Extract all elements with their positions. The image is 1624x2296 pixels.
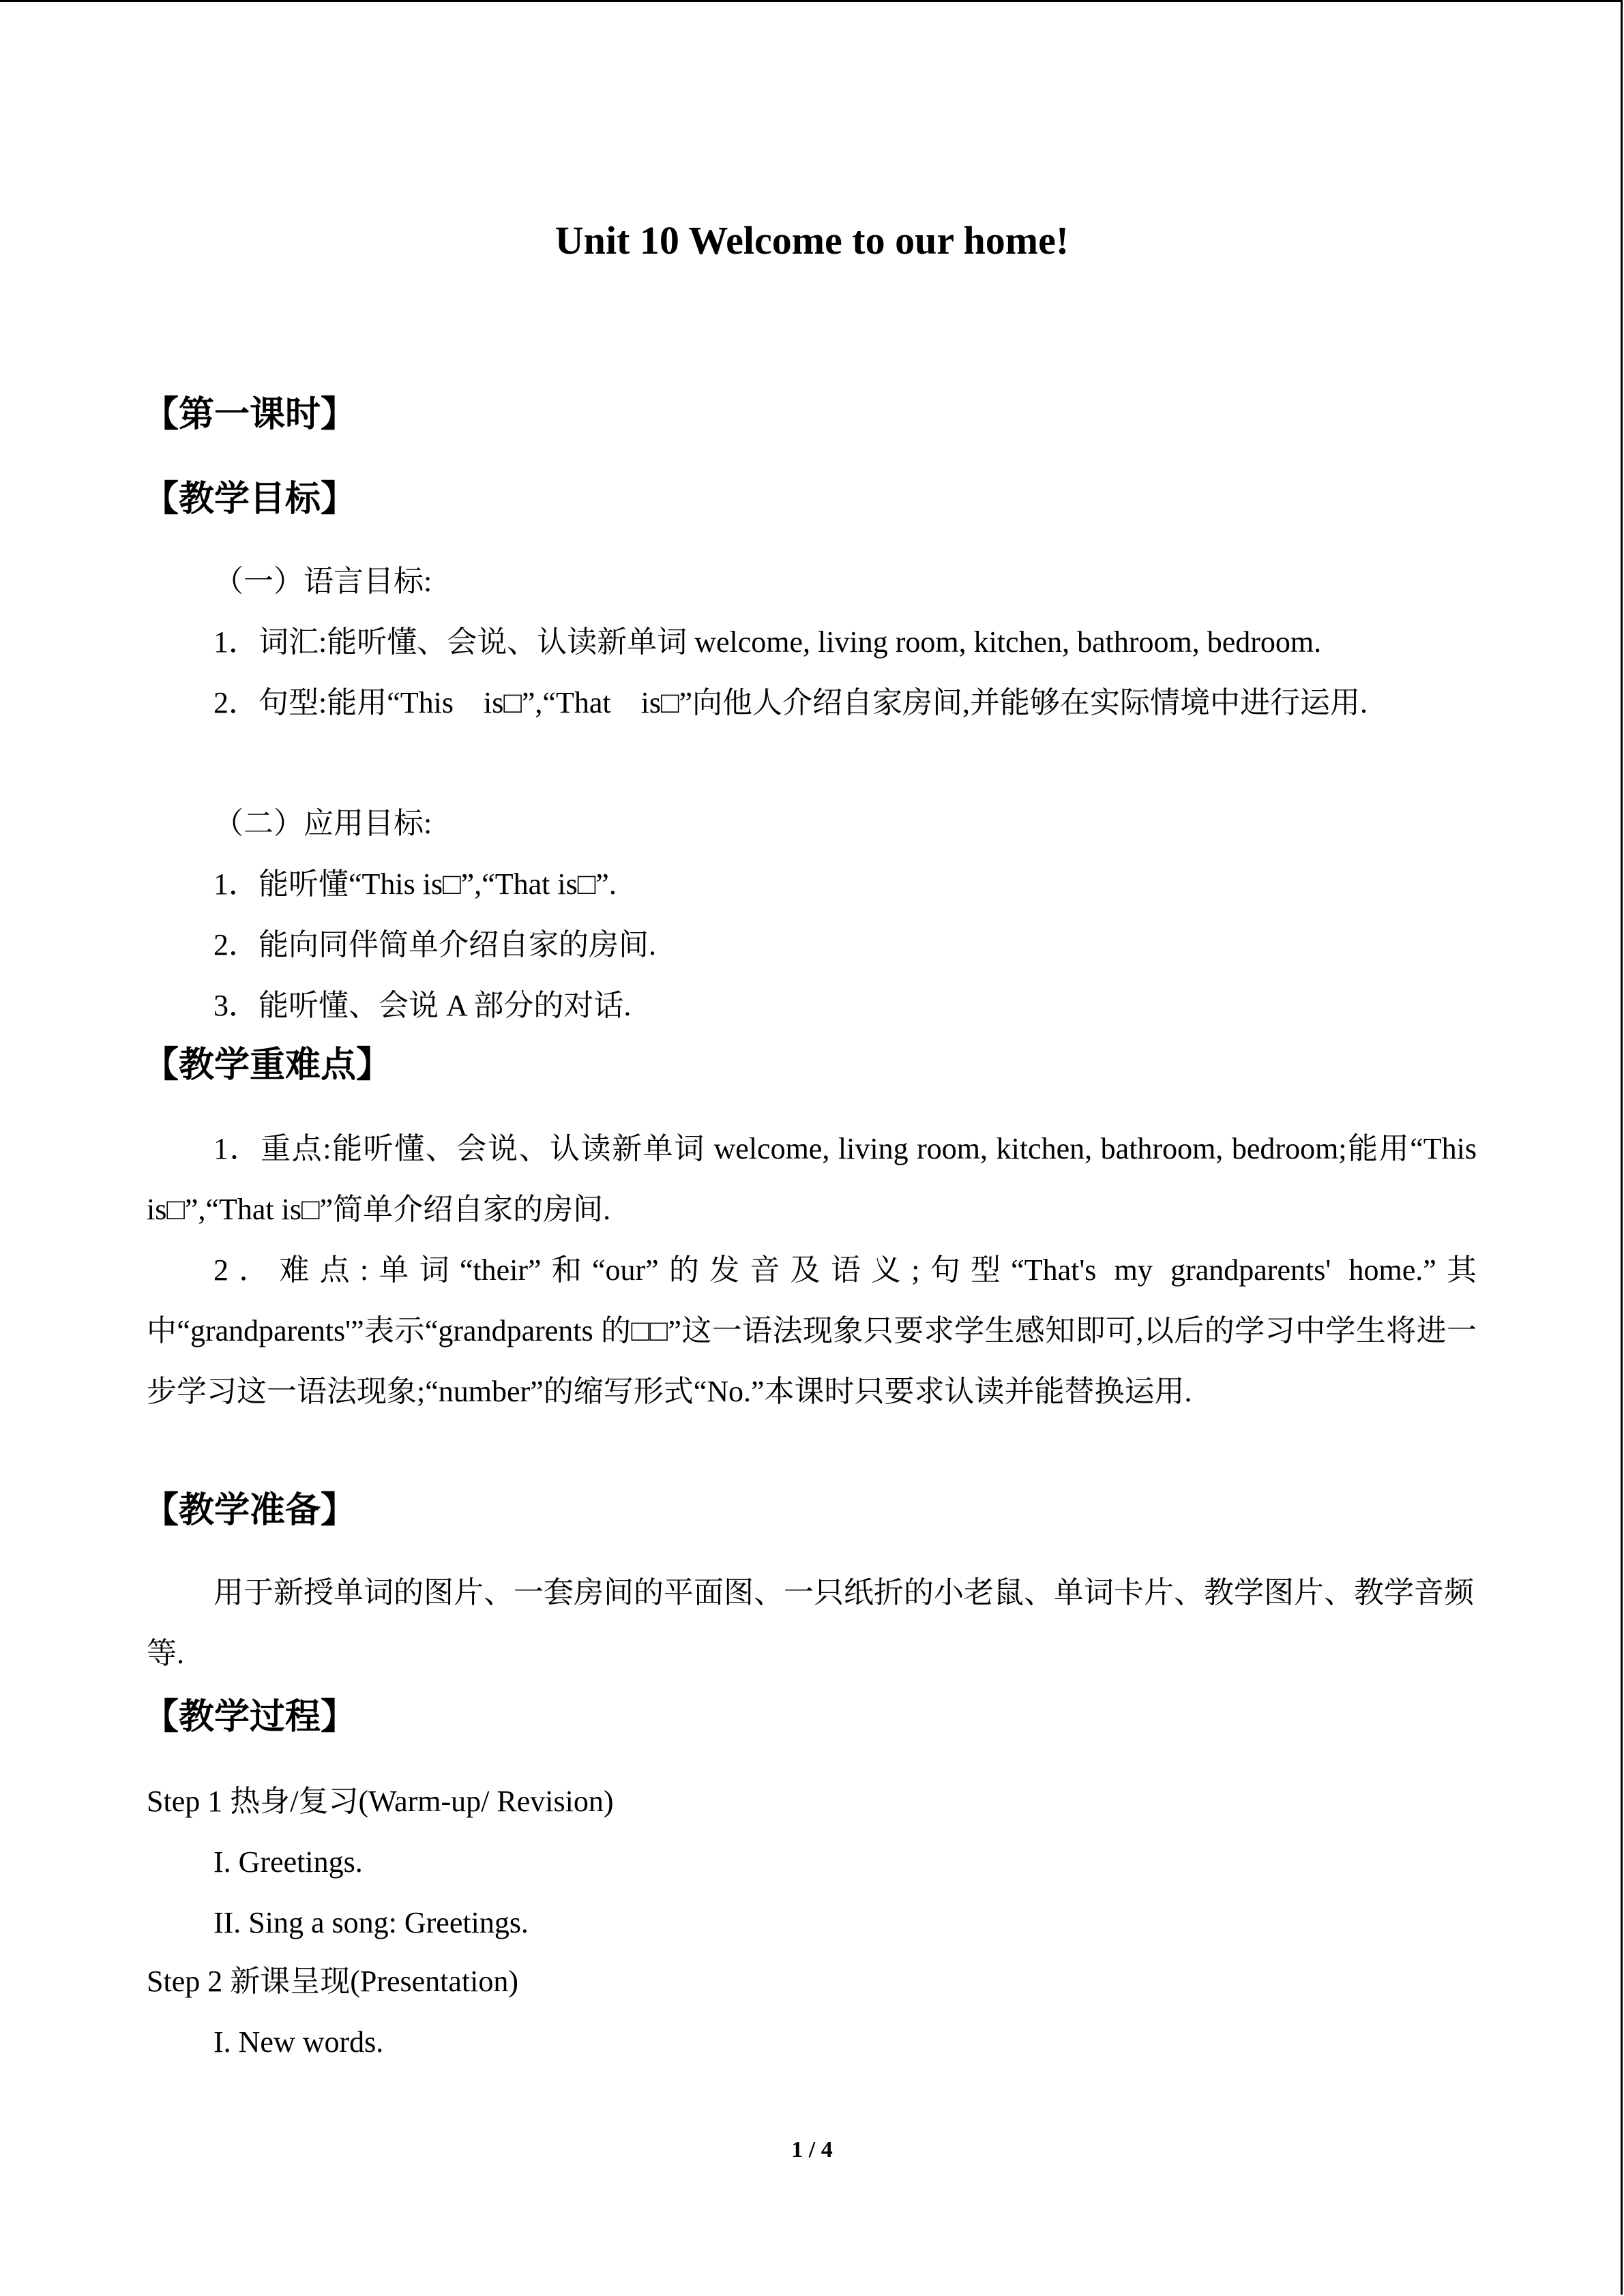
app-goal-1: 1．能听懂“This is□”,“That is□”. — [213, 867, 617, 901]
heading-lesson: 【第一课时】 — [143, 394, 357, 435]
lang-goal-heading: （一）语言目标: — [213, 565, 432, 598]
heading-keypoints: 【教学重难点】 — [143, 1045, 392, 1086]
document-title: Unit 10 Welcome to our home! — [555, 218, 1069, 263]
step-1-item-2: II. Sing a song: Greetings. — [213, 1906, 529, 1939]
app-goal-heading: （二）应用目标: — [213, 807, 432, 840]
lang-goal-vocab: 1．词汇:能听懂、会说、认读新单词 welcome, living room, kitchen, bathroom, bedroom. — [213, 625, 1322, 659]
keypoint-focus: 1．重点:能听懂、会说、认读新单词 welcome, living room, kitchen, bathroom, bedroom;能用“This is□”,“That is□”简单介绍自家的房间. — [147, 1132, 1477, 1226]
app-goal-3: 3．能听懂、会说 A 部分的对话. — [213, 989, 632, 1022]
step-1: Step 1 热身/复习(Warm-up/ Revision) — [147, 1785, 614, 1818]
step-2: Step 2 新课呈现(Presentation) — [147, 1965, 519, 1998]
lang-goal-sentence: 2．句型:能用“This is□”,“That is□”向他人介绍自家房间,并能够在实际情境中进行运用. — [213, 686, 1368, 719]
step-1-item-1: I. Greetings. — [213, 1845, 363, 1879]
heading-objectives: 【教学目标】 — [143, 479, 357, 520]
heading-preparation: 【教学准备】 — [143, 1490, 357, 1531]
keypoint-difficulty: 2．难点:单词“their”和“our”的发音及语义;句型“That's my grandparents' home.”其中“grandparents'”表示“grandparents 的□□”这一语法现象只要求学生感知即可,以后的学习中学生将进一步学习这一语法现象;“number”的缩写形式“No.”本课时只要求认读并能替换运用. — [147, 1253, 1477, 1408]
step-2-item-1: I. New words. — [213, 2025, 384, 2059]
page-number: 1 / 4 — [791, 2137, 833, 2162]
app-goal-2: 2．能向同伴简单介绍自家的房间. — [213, 928, 656, 961]
heading-process: 【教学过程】 — [143, 1697, 357, 1738]
preparation-text: 用于新授单词的图片、一套房间的平面图、一只纸折的小老鼠、单词卡片、教学图片、教学音频等. — [147, 1576, 1474, 1670]
